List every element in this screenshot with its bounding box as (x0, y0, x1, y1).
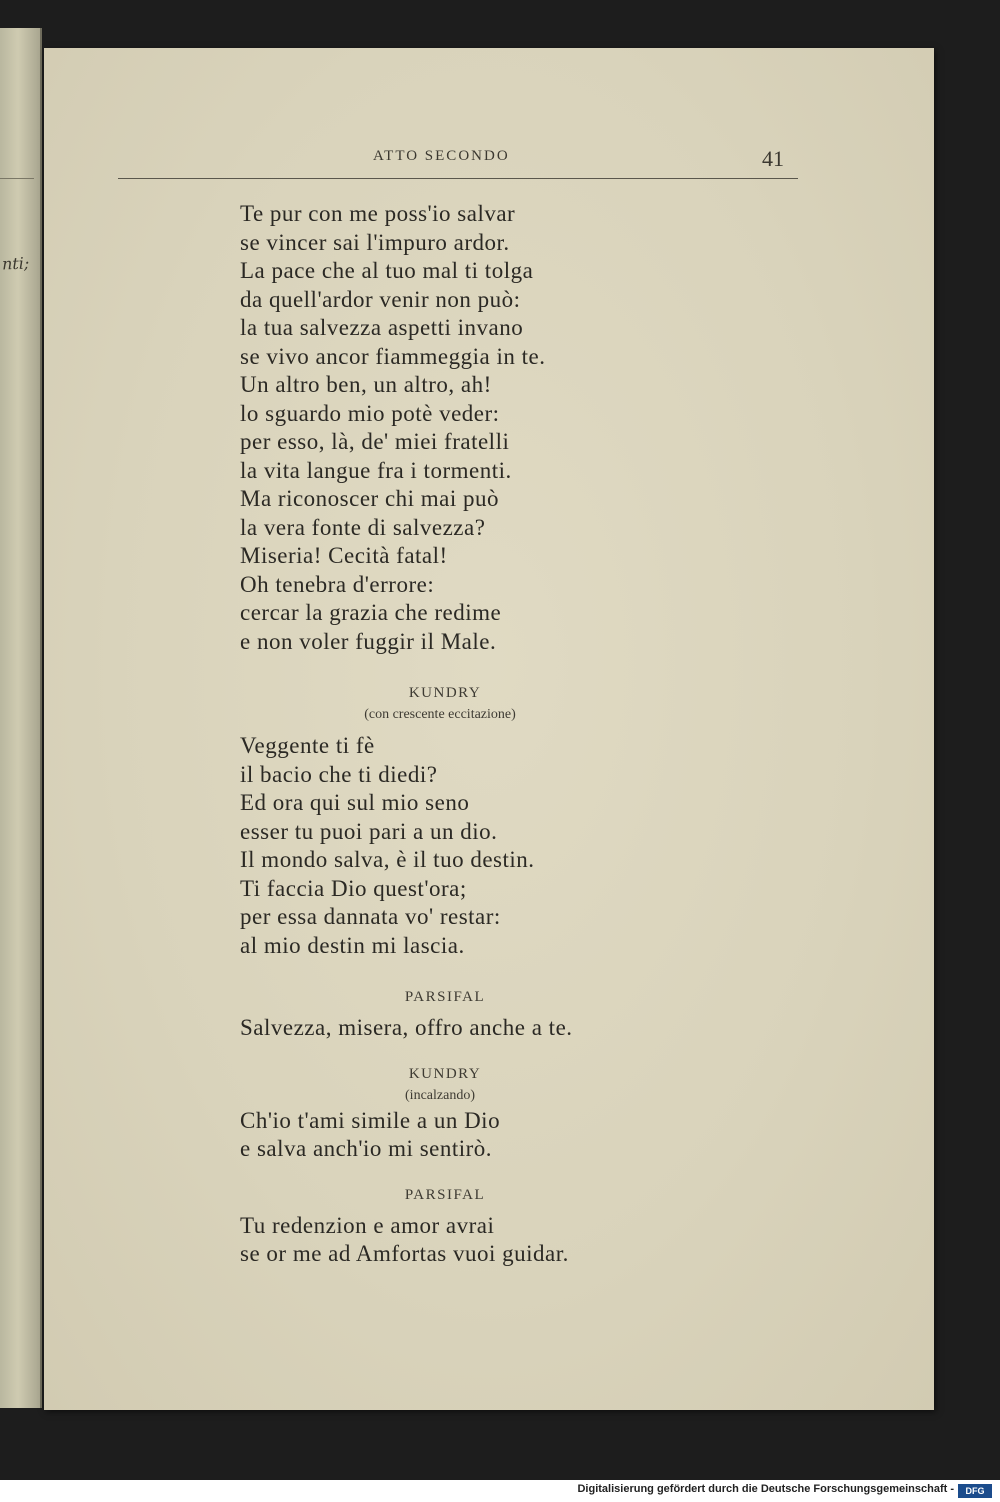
verse-line: Miseria! Cecità fatal! (240, 543, 448, 568)
verse-line: esser tu puoi pari a un dio. (240, 818, 498, 844)
verse-line: cercar la grazia che redime (240, 600, 502, 625)
page-header (118, 148, 798, 179)
verse-line: Ti faccia Dio quest'ora; (240, 875, 467, 901)
verse-line: la vera fonte di salvezza? (240, 514, 486, 540)
verse-line: se vincer sai l'impuro ardor. (240, 229, 510, 255)
verse-line: la tua salvezza aspetti invano (240, 315, 524, 340)
verse-line: Ch'io t'ami simile a un Dio (240, 1107, 501, 1133)
speaker-name: KUNDRY (408, 1065, 482, 1082)
page-number: 41 (762, 146, 784, 171)
speaker-name: PARSIFAL (404, 989, 486, 1005)
verse-line: e salva anch'io mi sentirò. (240, 1136, 493, 1161)
verse-line: da quell'ardor venir non può: (240, 286, 521, 312)
verse-line: La pace che al tuo mal ti tolga (240, 258, 534, 283)
verse-line: Ma riconoscer chi mai può (240, 486, 500, 511)
verse-line: Salvezza, misera, offro anche a te. (240, 1015, 573, 1040)
verse-line: Il mondo salva, è il tuo destin. (240, 847, 535, 872)
verse-block-3 (240, 1014, 800, 1043)
stage-direction: (incalzando) (405, 1087, 475, 1103)
verse-block-4 (240, 1107, 800, 1164)
verse-line: se or me ad Amfortas vuoi guidar. (240, 1241, 569, 1266)
verse-line: e non voler fuggir il Male. (240, 628, 497, 654)
verse-line: se vivo ancor fiammeggia in te. (240, 343, 546, 369)
verse-block-2 (240, 732, 800, 960)
verse-line: Te pur con me poss'io salvar (240, 201, 516, 226)
verse-line: il bacio che ti diedi? (240, 761, 438, 787)
verse-line: la vita langue fra i tormenti. (240, 457, 512, 483)
verse-block-1 (240, 200, 800, 656)
speaker-name: KUNDRY (408, 685, 482, 701)
verse-line: per esso, là, de' miei fratelli (240, 429, 510, 454)
previous-page-fragment: nti; (1, 253, 30, 274)
libretto-text (240, 200, 800, 1269)
verse-line: Oh tenebra d'errore: (240, 571, 435, 597)
verse-line: lo sguardo mio potè veder: (240, 400, 500, 426)
stage-direction: (con crescente eccitazione) (364, 707, 516, 722)
verse-line: per essa dannata vo' restar: (240, 904, 501, 929)
verse-line: Un altro ben, un altro, ah! (240, 372, 492, 397)
speaker-name: PARSIFAL (404, 1186, 486, 1203)
verse-line: Veggente ti fè (240, 733, 375, 758)
verse-line: Ed ora qui sul mio seno (240, 790, 470, 815)
running-title: ATTO SECONDO (373, 148, 510, 164)
verse-block-5 (240, 1212, 800, 1269)
previous-page-rule (0, 178, 34, 179)
verse-line: Tu redenzion e amor avrai (240, 1212, 495, 1238)
funding-credit: Digitalisierung gefördert durch die Deutsche Forschungsgemeinschaft - (577, 1483, 954, 1495)
previous-page-edge (0, 28, 42, 1408)
verse-line: al mio destin mi lascia. (240, 932, 465, 958)
dfg-logo: DFG (958, 1484, 992, 1498)
digitization-footer (0, 1480, 1000, 1502)
